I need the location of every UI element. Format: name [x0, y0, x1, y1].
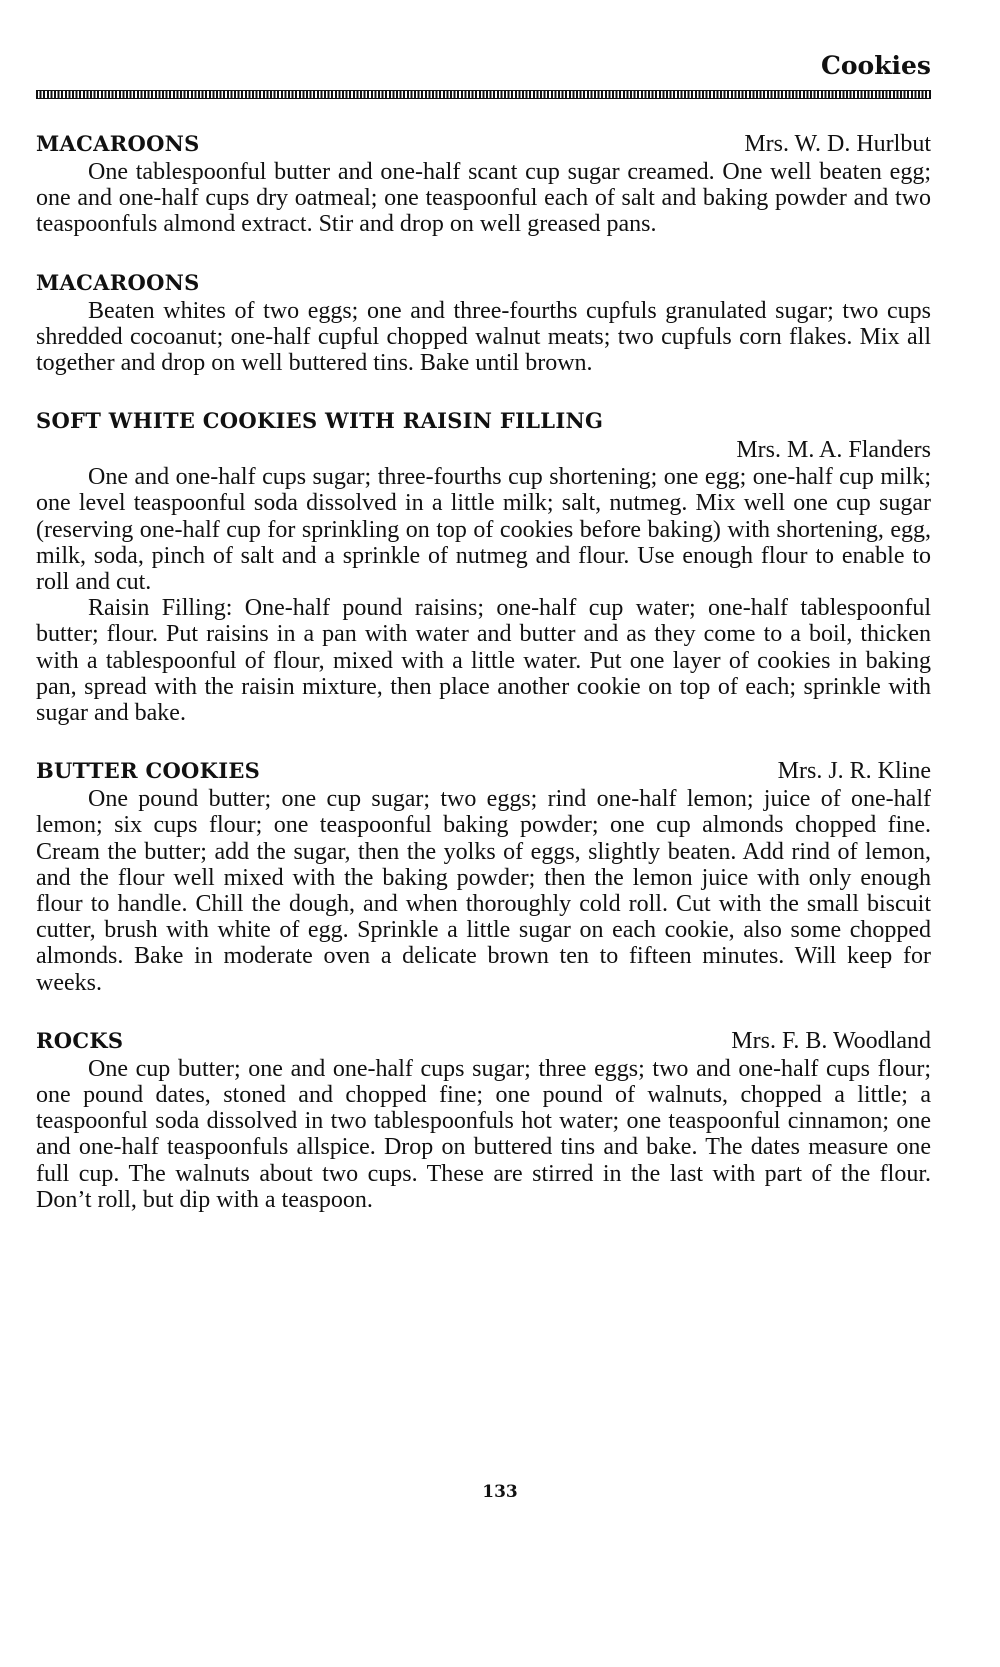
- ornamental-rule: [36, 90, 931, 99]
- recipe-soft-white-cookies: [36, 406, 931, 726]
- recipe-butter-cookies: [36, 756, 931, 996]
- recipe-paragraph: One tablespoonful butter and one-half scant cup sugar creamed. One well beaten egg; one and one-half cups dry oatmeal; one teaspoonful each of salt and baking powder and two teaspoonfuls almond extract. Stir and drop on well greased pans.: [36, 159, 931, 238]
- recipe-heading: [36, 1026, 931, 1056]
- recipe-paragraph: One cup butter; one and one-half cups sugar; three eggs; two and one-half cups flour; one pound dates, stoned and chopped fine; one pound of walnuts, chopped a little; a teaspoonful soda dissolved in two tablespoonfuls hot water; one teaspoonful cinnamon; one and one-half teaspoonfuls allspice. Drop on buttered tins and bake. The dates measure one full cup. The walnuts about two cups. These are stirred in the last with part of the flour. Don’t roll, but dip with a teaspoon.: [36, 1055, 931, 1213]
- page: [36, 50, 931, 1213]
- recipe-paragraph-filling: Raisin Filling: One-half pound raisins; one-half cup water; one-half tablespoonful butter; flour. Put raisins in a pan with water and butter and as they come to a boil, thicken with a tablespoonful of flour, mixed with a little water. Put one layer of cookies in baking pan, spread with the raisin mixture, then place another cookie on top of each; sprinkle with sugar and bake.: [36, 595, 931, 727]
- recipe-title: MACAROONS: [36, 269, 200, 295]
- running-head: Cookies: [820, 51, 931, 80]
- recipe-author: Mrs. F. B. Woodland: [731, 1027, 931, 1054]
- recipe-macaroons-hurlbut: [36, 129, 931, 238]
- recipe-macaroons-cornflakes: [36, 268, 931, 377]
- recipe-rocks: [36, 1026, 931, 1213]
- recipe-title: ROCKS: [36, 1027, 124, 1053]
- recipe-paragraph: Beaten whites of two eggs; one and three-fourths cupfuls granulated sugar; two cups shredded cocoanut; one-half cupful chopped walnut meats; two cupfuls corn flakes. Mix all together and drop on well buttered tins. Bake until brown.: [36, 297, 931, 377]
- recipe-heading: [36, 129, 931, 159]
- recipe-paragraph: One and one-half cups sugar; three-fourths cup shortening; one egg; one-half cup milk; one level teaspoonful soda dissolved in a little milk; salt, nutmeg. Mix well one cup sugar (reserving one-half cup for sprinkling on top of cookies before baking) with shortening, egg, milk, soda, pinch of salt and a sprinkle of nutmeg and flour. Use enough flour to enable to roll and cut.: [36, 464, 931, 596]
- recipe-author: Mrs. J. R. Kline: [777, 758, 931, 785]
- recipe-author: Mrs. W. D. Hurlbut: [744, 131, 931, 157]
- page-number: 133: [482, 1482, 518, 1502]
- recipe-paragraph: One pound butter; one cup sugar; two eggs; rind one-half lemon; juice of one-half lemon; six cups flour; one teaspoonful baking powder; one cup almonds chopped fine. Cream the butter; add the sugar, then the yolks of eggs, slightly beaten. Add rind of lemon, and the flour well mixed with the baking powder; then the lemon juice with only enough flour to handle. Chill the dough, and when thoroughly cold roll. Cut with the small biscuit cutter, brush with white of egg. Sprinkle a little sugar on each cookie, also some chopped almonds. Bake in moderate oven a delicate brown ten to fifteen minutes. Will keep for weeks.: [36, 786, 931, 996]
- recipe-heading: [36, 268, 931, 298]
- recipe-title: SOFT WHITE COOKIES WITH RAISIN FILLING: [36, 408, 604, 434]
- recipe-heading: [36, 756, 931, 786]
- recipe-author: Mrs. M. A. Flanders: [736, 437, 931, 464]
- recipe-heading: [36, 406, 931, 436]
- recipe-title: BUTTER COOKIES: [36, 758, 261, 784]
- recipe-title: MACAROONS: [36, 131, 200, 156]
